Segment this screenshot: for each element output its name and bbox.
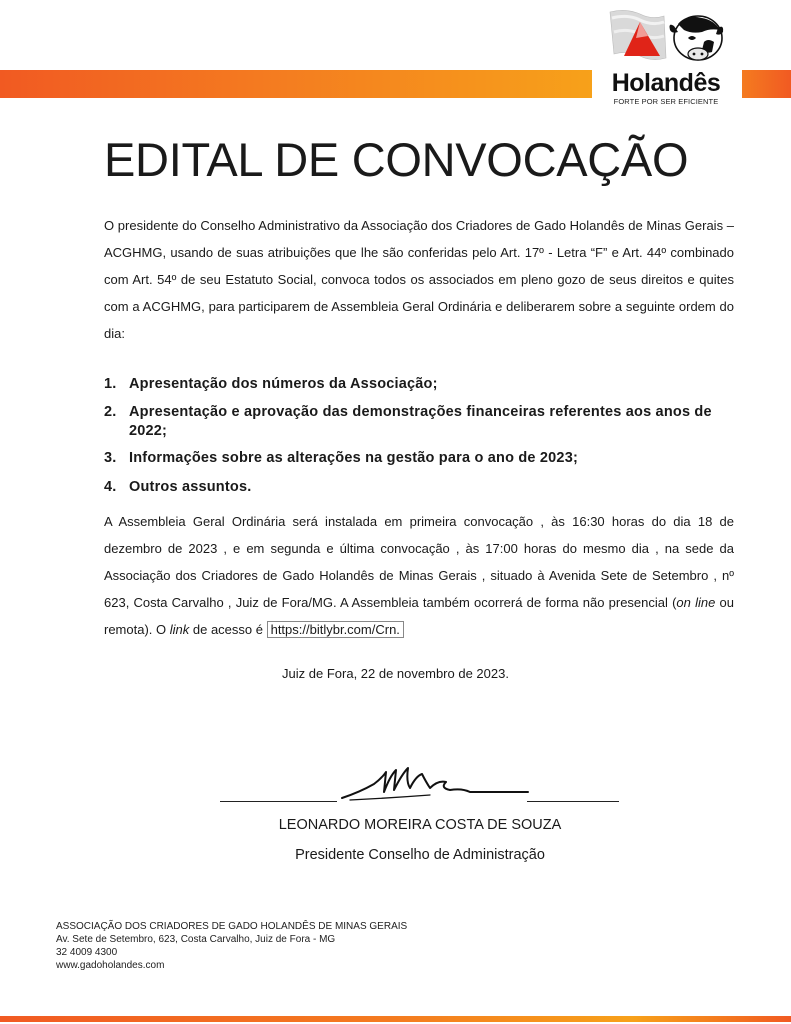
footer [56, 920, 407, 972]
list-item-text: Apresentação dos números da Associação; [129, 376, 438, 392]
list-item [104, 478, 724, 497]
holandes-logo [606, 8, 724, 108]
list-item-text: Outros assuntos. [129, 479, 252, 495]
list-item-text: Informações sobre as alterações na gestão para o ano de 2023; [129, 450, 578, 466]
body-text-part3: de acesso é [189, 622, 267, 637]
list-item [104, 375, 724, 394]
signature-line-right [527, 801, 619, 802]
signature-line-left [220, 801, 337, 802]
meeting-details-paragraph [104, 508, 734, 643]
brand-name: Holandês [611, 69, 721, 97]
header-orange-band-right [742, 70, 791, 98]
list-item-text: Apresentação e aprovação das demonstrações financeiras referentes aos anos de 2022; [129, 404, 712, 439]
access-link[interactable]: https://bitlybr.com/Crn. [267, 621, 404, 638]
signer-role: Presidente Conselho de Administração [295, 847, 545, 863]
intro-paragraph: O presidente do Conselho Administrativo da Associação dos Criadores de Gado Holandês de Minas Gerais – ACGHMG, usando de suas atribuições que lhe são conferidas pelo Art. 17º - Letra “F” e Art. 44º combinado com Art. 54º de seu Estatuto Social, convoca todos os associados em pleno gozo de seus direitos e quites com a ACGHMG, para participarem de Assembleia Geral Ordinária e deliberarem sobre a seguinte ordem do dia: [104, 218, 734, 341]
footer-address: Av. Sete de Setembro, 623, Costa Carvalho, Juiz de Fora - MG [56, 934, 336, 945]
footer-phone: 32 4009 4300 [56, 947, 118, 958]
document-title: EDITAL DE CONVOCAÇÃO [104, 133, 689, 186]
body-text-part1: A Assembleia Geral Ordinária será instalada em primeira convocação , às 16:30 horas do dia 18 de dezembro de 2023 , e em segunda e última convocação , às 17:00 horas do mesmo dia , na sede da Associação dos Criadores de Gado Holandês de Minas Gerais , situado à Avenida Sete de Setembro , nº 623, Costa Carvalho , Juiz de Fora/MG. A Assembleia também ocorrerá de forma não presencial ( [104, 514, 734, 610]
cow-and-flag-logo-icon [606, 8, 724, 70]
footer-orange-band [0, 1016, 791, 1022]
header-orange-band [0, 70, 592, 98]
brand-slogan: FORTE POR SER EFICIENTE [613, 97, 719, 106]
list-item [104, 403, 724, 441]
agenda-list [104, 372, 724, 497]
date-line: Juiz de Fora, 22 de novembro de 2023. [282, 666, 509, 681]
list-item-number: 3. [104, 450, 117, 466]
handwritten-signature [330, 762, 530, 808]
list-item-number: 2. [104, 404, 117, 420]
signer-name: LEONARDO MOREIRA COSTA DE SOUZA [278, 817, 562, 833]
body-text-part2: ou remota). O [104, 595, 734, 637]
list-item [104, 449, 724, 468]
list-item-number: 4. [104, 479, 117, 495]
footer-website[interactable]: www.gadoholandes.com [56, 960, 165, 971]
list-item-number: 1. [104, 376, 117, 392]
link-term: link [169, 622, 190, 637]
online-term: on line [676, 595, 716, 610]
footer-organization: ASSOCIAÇÃO DOS CRIADORES DE GADO HOLANDÊS DE MINAS GERAIS [56, 921, 408, 932]
